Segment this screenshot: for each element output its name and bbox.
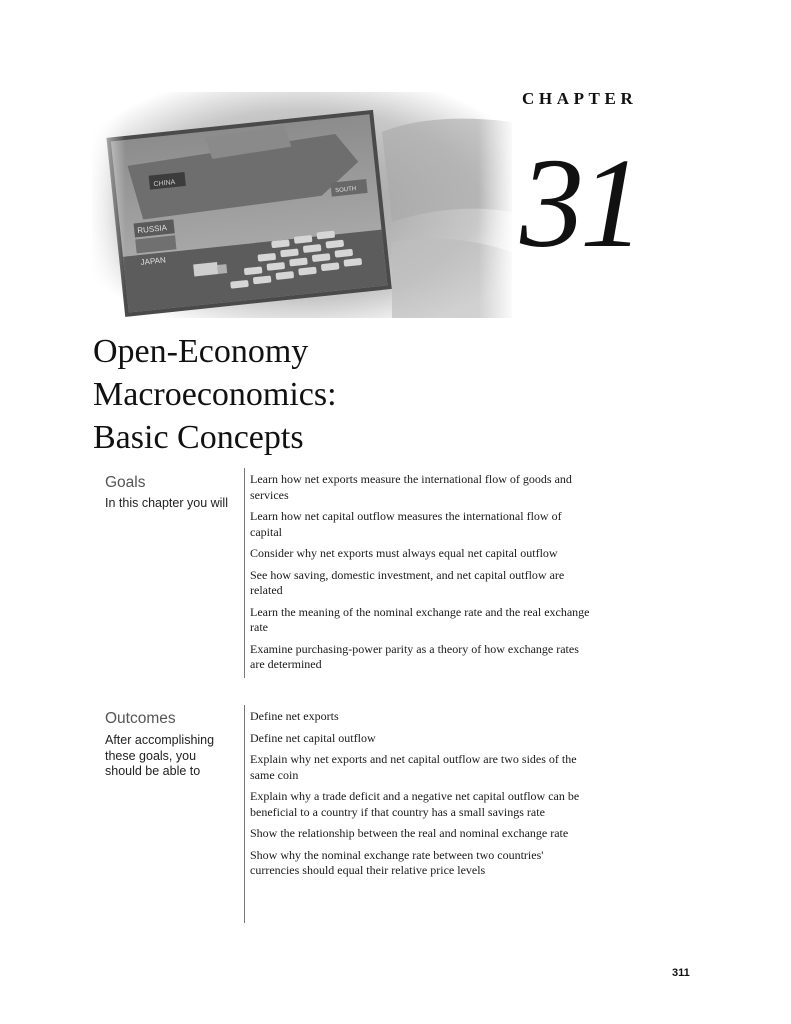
goals-divider [244, 468, 245, 678]
list-item: See how saving, domestic investment, and net capital outflow are related [250, 567, 565, 597]
list-item: Learn how net exports measure the international flow of goods and services [250, 472, 572, 502]
list-item: Learn the meaning of the nominal exchange rate and the real exchange rate [250, 604, 590, 634]
list-item: Explain why a trade deficit and a negative net capital outflow can be beneficial to a country if that country has a small savings rate [250, 789, 580, 819]
chapter-illustration [92, 92, 512, 318]
list-item: Show why the nominal exchange rate between two countries' currencies should equal their relative price levels [250, 847, 544, 877]
list-item: Define net exports [250, 709, 339, 723]
outcomes-heading: Outcomes [105, 710, 176, 727]
chapter-title [93, 330, 593, 459]
chapter-title-line: Open-Economy [93, 333, 309, 370]
chapter-number: 31 [520, 132, 640, 274]
list-item: Learn how net capital outflow measures the international flow of capital [250, 509, 562, 539]
outcomes-list [250, 709, 590, 885]
chapter-title-line: Macroeconomics: [93, 376, 337, 413]
port-scene-image [92, 92, 512, 318]
list-item: Examine purchasing-power parity as a theory of how exchange rates are determined [250, 641, 579, 671]
outcomes-divider [244, 705, 245, 923]
list-item: Define net capital outflow [250, 730, 376, 745]
outcomes-intro: After accomplishing these goals, you should be able to [105, 733, 215, 778]
page-number: 311 [672, 967, 690, 979]
list-item: Consider why net exports must always equal net capital outflow [250, 546, 558, 560]
chapter-label: CHAPTER [522, 89, 638, 108]
goals-heading: Goals [105, 474, 146, 491]
list-item: Show the relationship between the real and nominal exchange rate [250, 826, 569, 840]
chapter-title-line: Basic Concepts [93, 419, 304, 456]
goals-intro: In this chapter you will [105, 496, 228, 510]
goals-list [250, 472, 590, 679]
list-item: Explain why net exports and net capital outflow are two sides of the same coin [250, 752, 577, 782]
